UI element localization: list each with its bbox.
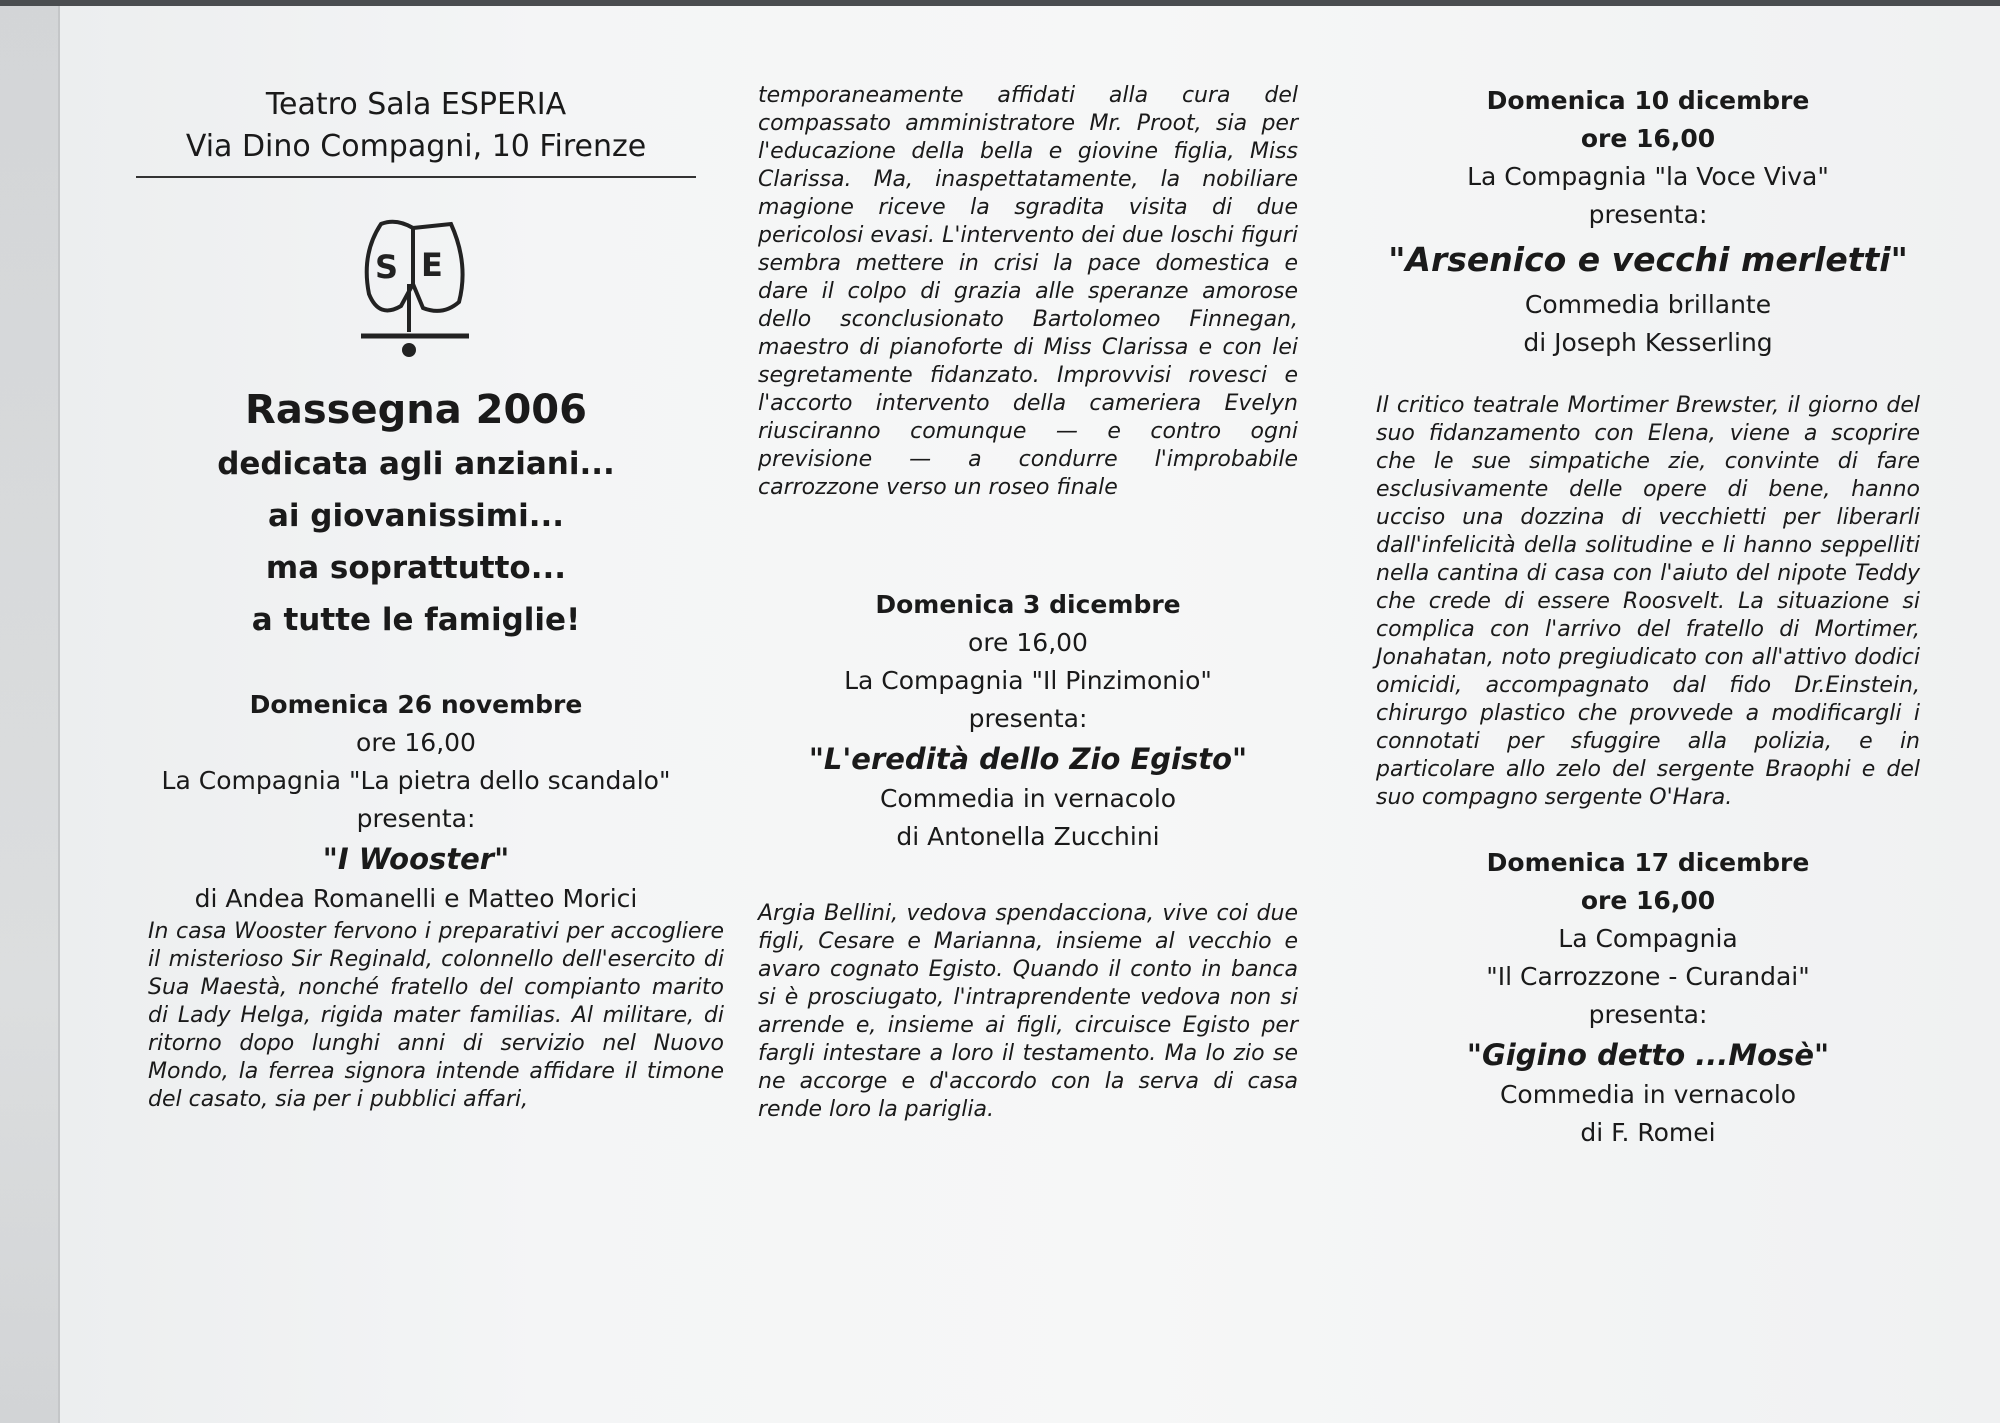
right-column [1376,82,1920,1152]
tagline-2: ai giovanissimi... [267,498,565,534]
show-4-company-line2: "Il Carrozzone - Curandai" [1486,962,1810,991]
show-3-time: ore 16,00 [1580,124,1716,153]
show-4-genre: Commedia in vernacolo [1499,1080,1797,1109]
show-3-author: di Joseph Kesserling [1523,328,1773,357]
show-1-presents: presenta: [356,804,476,833]
show-3-genre: Commedia brillante [1524,290,1772,319]
tagline-1: dedicata agli anziani... [217,446,615,482]
show-2-title: "L'eredità dello Zio Egisto" [808,742,1248,776]
theatre-logo [136,214,696,364]
show-4-presents: presenta: [1588,1000,1708,1029]
svg-text:E: E [421,246,443,284]
left-column [136,84,724,1114]
show-4-time: ore 16,00 [1580,886,1716,915]
tagline-4: a tutte le famiglie! [251,602,581,638]
show-2-synopsis: Argia Bellini, vedova spendacciona, vive coi due figli, Cesare e Marianna, insieme al vecchio e avaro cognato Egisto. Quando il conto in banca si è prosciugato, l'intraprendente vedova non si arrende e, insieme ai figli, circuisce Egisto per fargli intestare a loro il testamento. Ma lo zio se ne accorge e d'accordo con la serva di casa rende loro la pariglia. [758,901,1298,1122]
show-2-presents: presenta: [968,704,1088,733]
masks-logo-icon [351,214,481,364]
show-1-title: "I Wooster" [322,842,510,876]
show-2-time: ore 16,00 [968,628,1088,657]
venue-address: Via Dino Compagni, 10 Firenze [136,126,696,178]
middle-column [758,82,1298,1124]
festival-title: Rassegna 2006 [245,387,587,433]
venue-name: Teatro Sala ESPERIA [265,87,567,122]
show-3-synopsis: Il critico teatrale Mortimer Brewster, il giorno del suo fidanzamento con Elena, viene a scoprire che le sue simpatiche zie, convinte di fare esclusivamente delle opere di bene, hanno ucciso una dozzina di vecchietti per liberarli dall'infelicità della solitudine e li hanno seppelliti nella cantina di casa con l'aiuto del nipote Teddy che crede di essere Roosvelt. La situazione si complica con l'arrivo del fratello di Mortimer, Jonahatan, noto pregiudicato con all'attivo dodici omicidi, accompagnato dal fido Dr.Einstein, chirurgo plastico che provvede a modificargli i connotati per sfuggire alla polizia, e in particolare allo zelo del sergente Braophi e del suo compagno sergente O'Hara. [1376,393,1920,810]
show-4-author: di F. Romei [1580,1118,1716,1147]
show-2-author: di Antonella Zucchini [896,822,1160,851]
show-3-date: Domenica 10 dicembre [1486,86,1810,115]
show-4-company-line1: La Compagnia [1558,924,1738,953]
show-4-title: "Gigino detto ...Mosè" [1466,1038,1830,1072]
show-1-time: ore 16,00 [356,728,476,757]
show-1-date: Domenica 26 novembre [249,690,583,719]
svg-text:S: S [375,248,399,286]
show-1-author: di Andea Romanelli e Matteo Morici [194,884,638,913]
show-2-genre: Commedia in vernacolo [879,784,1177,813]
tagline-3: ma soprattutto... [265,550,567,586]
show-2-company: La Compagnia "Il Pinzimonio" [844,666,1212,695]
show-3-title: "Arsenico e vecchi merletti" [1388,240,1908,279]
show-1-synopsis-continued: temporaneamente affidati alla cura del compassato amministratore Mr. Proot, sia per l'educazione della bella e giovine figlia, Miss Clarissa. Ma, inaspettatamente, la nobiliare magione riceve la sgradita visita di due pericolosi evasi. L'intervento dei due loschi figuri sembra mettere in crisi la pace domestica e dare il colpo di grazia alle speranze amorose dello sconclusionato Bartolomeo Finnegan, maestro di pianoforte di Miss Clarissa e con lei segretamente fidanzato. Improvvisi rovesci e l'accorto intervento della cameriera Evelyn riusciranno comunque — e contro ogni previsione — a condurre l'improbabile carrozzone verso un roseo finale [758,83,1298,500]
show-4-date: Domenica 17 dicembre [1486,848,1810,877]
show-3-company: La Compagnia "la Voce Viva" [1467,162,1829,191]
show-2-date: Domenica 3 dicembre [875,590,1181,619]
show-1-synopsis: In casa Wooster fervono i preparativi per accogliere il misterioso Sir Reginald, colonnello dell'esercito di Sua Maestà, nonché fratello del compianto marito di Lady Helga, rigida mater familias. Al militare, di ritorno dopo lunghi anni di servizio nel Nuovo Mondo, la ferrea signora intende affidare il timone del casato, sia per i pubblici affari, [148,919,724,1112]
show-1-company: La Compagnia "La pietra dello scandalo" [161,766,671,795]
show-3-presents: presenta: [1588,200,1708,229]
